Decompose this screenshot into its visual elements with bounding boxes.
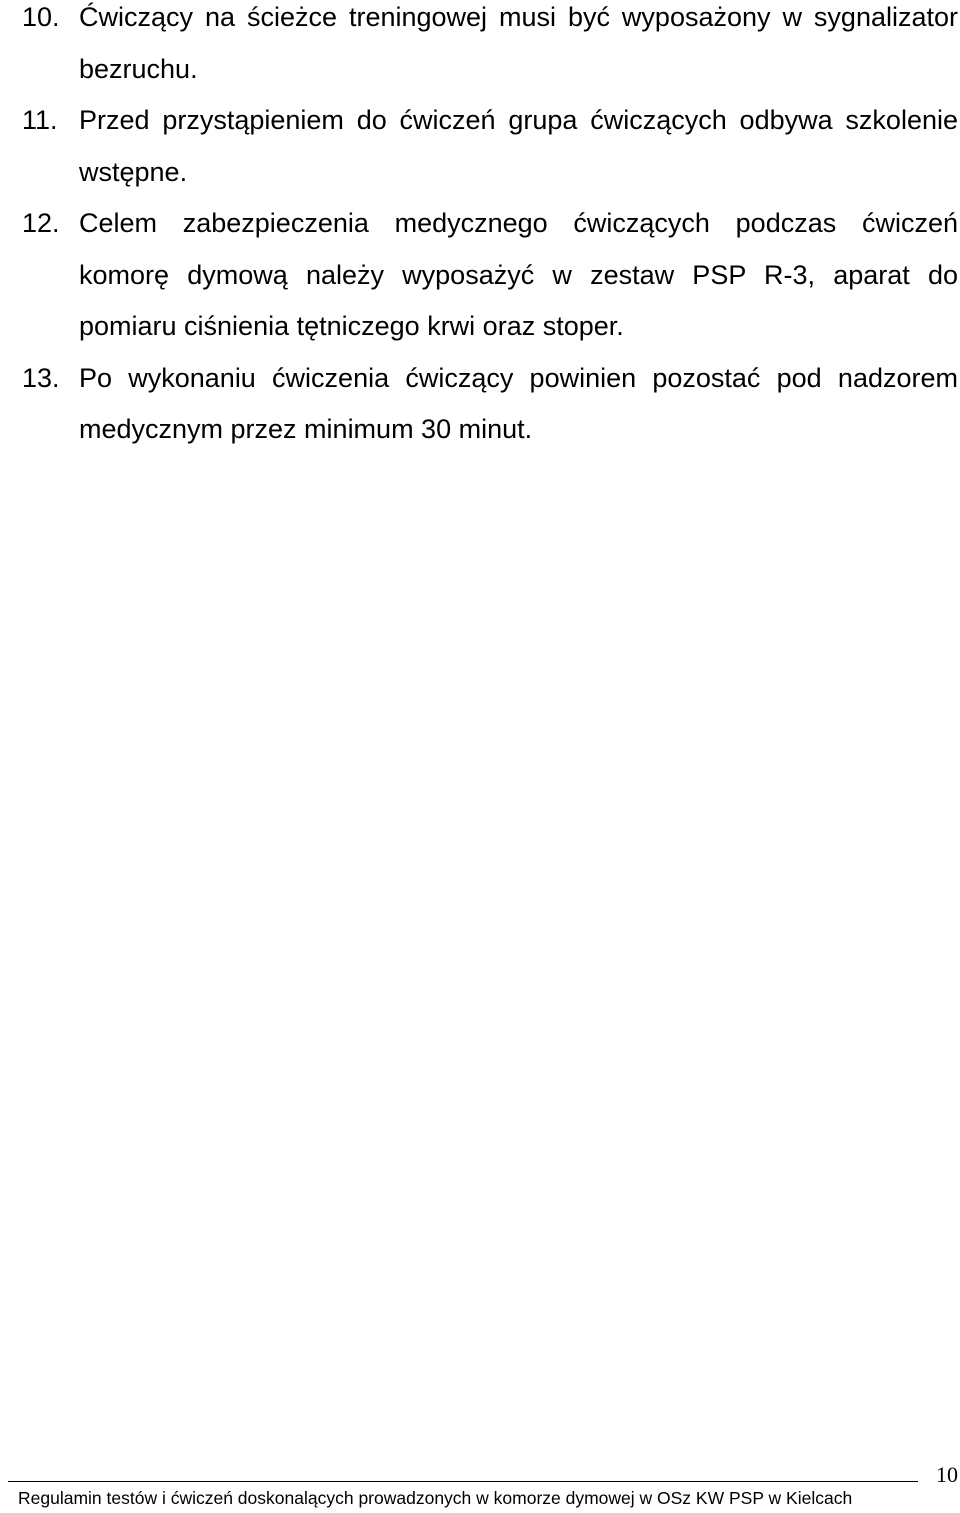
item-text: Po wykonaniu ćwiczenia ćwiczący powinien pozostać pod nadzorem medycznym przez minimum 30 minut. xyxy=(79,362,958,444)
item-number: 11. xyxy=(22,105,58,135)
item-text: Przed przystąpieniem do ćwiczeń grupa ćwiczących odbywa szkolenie wstępne. xyxy=(79,105,958,187)
footer-divider xyxy=(8,1481,918,1482)
document-body xyxy=(0,0,960,456)
item-number: 10. xyxy=(22,2,60,32)
footer-text: Regulamin testów i ćwiczeń doskonalących prowadzonych w komorze dymowej w OSz KW PSP w Kielcach xyxy=(18,1488,853,1508)
list-item-13 xyxy=(0,353,960,456)
item-number: 13. xyxy=(22,362,60,393)
item-text: Celem zabezpieczenia medycznego ćwiczących podczas ćwiczeń komorę dymową należy wyposażyć w zestaw PSP R-3, aparat do pomiaru ciśnienia tętniczego krwi oraz stoper. xyxy=(79,208,958,341)
list-item-11 xyxy=(0,95,960,198)
item-number: 12. xyxy=(22,208,60,238)
page-number: 10 xyxy=(936,1462,958,1487)
item-text: Ćwiczący na ścieżce treningowej musi być wyposażony w sygnalizator bezruchu. xyxy=(79,2,958,84)
list-item-10 xyxy=(0,0,960,95)
list-item-12 xyxy=(0,198,960,353)
